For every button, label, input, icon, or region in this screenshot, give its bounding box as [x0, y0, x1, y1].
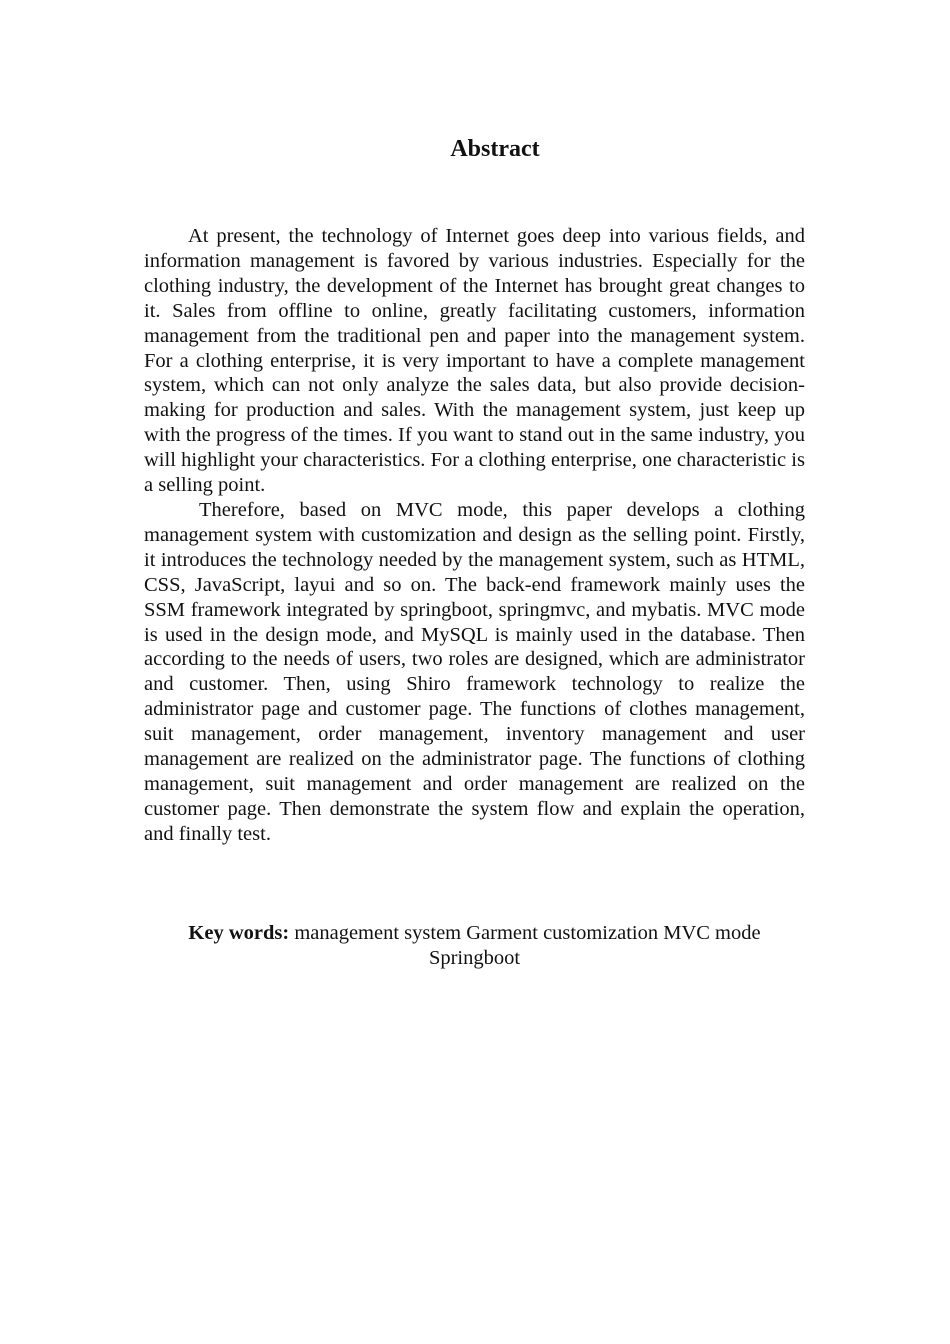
abstract-paragraph-1: At present, the technology of Internet goes deep into various fields, and information management is favored by various industries. Especially for the clothing industry, the development of the Internet has brought great changes to it. Sales from offline to online, greatly facilitating customers, information management from the traditional pen and paper into the management system. For a clothing enterprise, it is very important to have a complete management system, which can not only analyze the sales data, but also provide decision-making for production and sales. With the management system, just keep up with the progress of the times. If you want to stand out in the same industry, you will highlight your characteristics. For a clothing enterprise, one characteristic is a selling point.	[144, 225, 805, 497]
keywords-label: Key words:	[188, 922, 290, 944]
abstract-title: Abstract	[450, 136, 540, 162]
keywords-line	[144, 921, 805, 971]
keywords-text: management system Garment customization MVC mode Springboot	[294, 922, 761, 969]
abstract-body	[144, 224, 805, 847]
abstract-paragraph-2: Therefore, based on MVC mode, this paper develops a clothing management system with customization and design as the selling point. Firstly, it introduces the technology needed by the management system, such as HTML, CSS, JavaScript, layui and so on. The back-end framework mainly uses the SSM framework integrated by springboot, springmvc, and mybatis. MVC mode is used in the design mode, and MySQL is mainly used in the database. Then according to the needs of users, two roles are designed, which are administrator and customer. Then, using Shiro framework technology to realize the administrator page and customer page. The functions of clothes management, suit management, order management, inventory management and user management are realized on the administrator page. The functions of clothing management, suit management and order management are realized on the customer page. Then demonstrate the system flow and explain the operation, and finally test.	[144, 498, 805, 845]
